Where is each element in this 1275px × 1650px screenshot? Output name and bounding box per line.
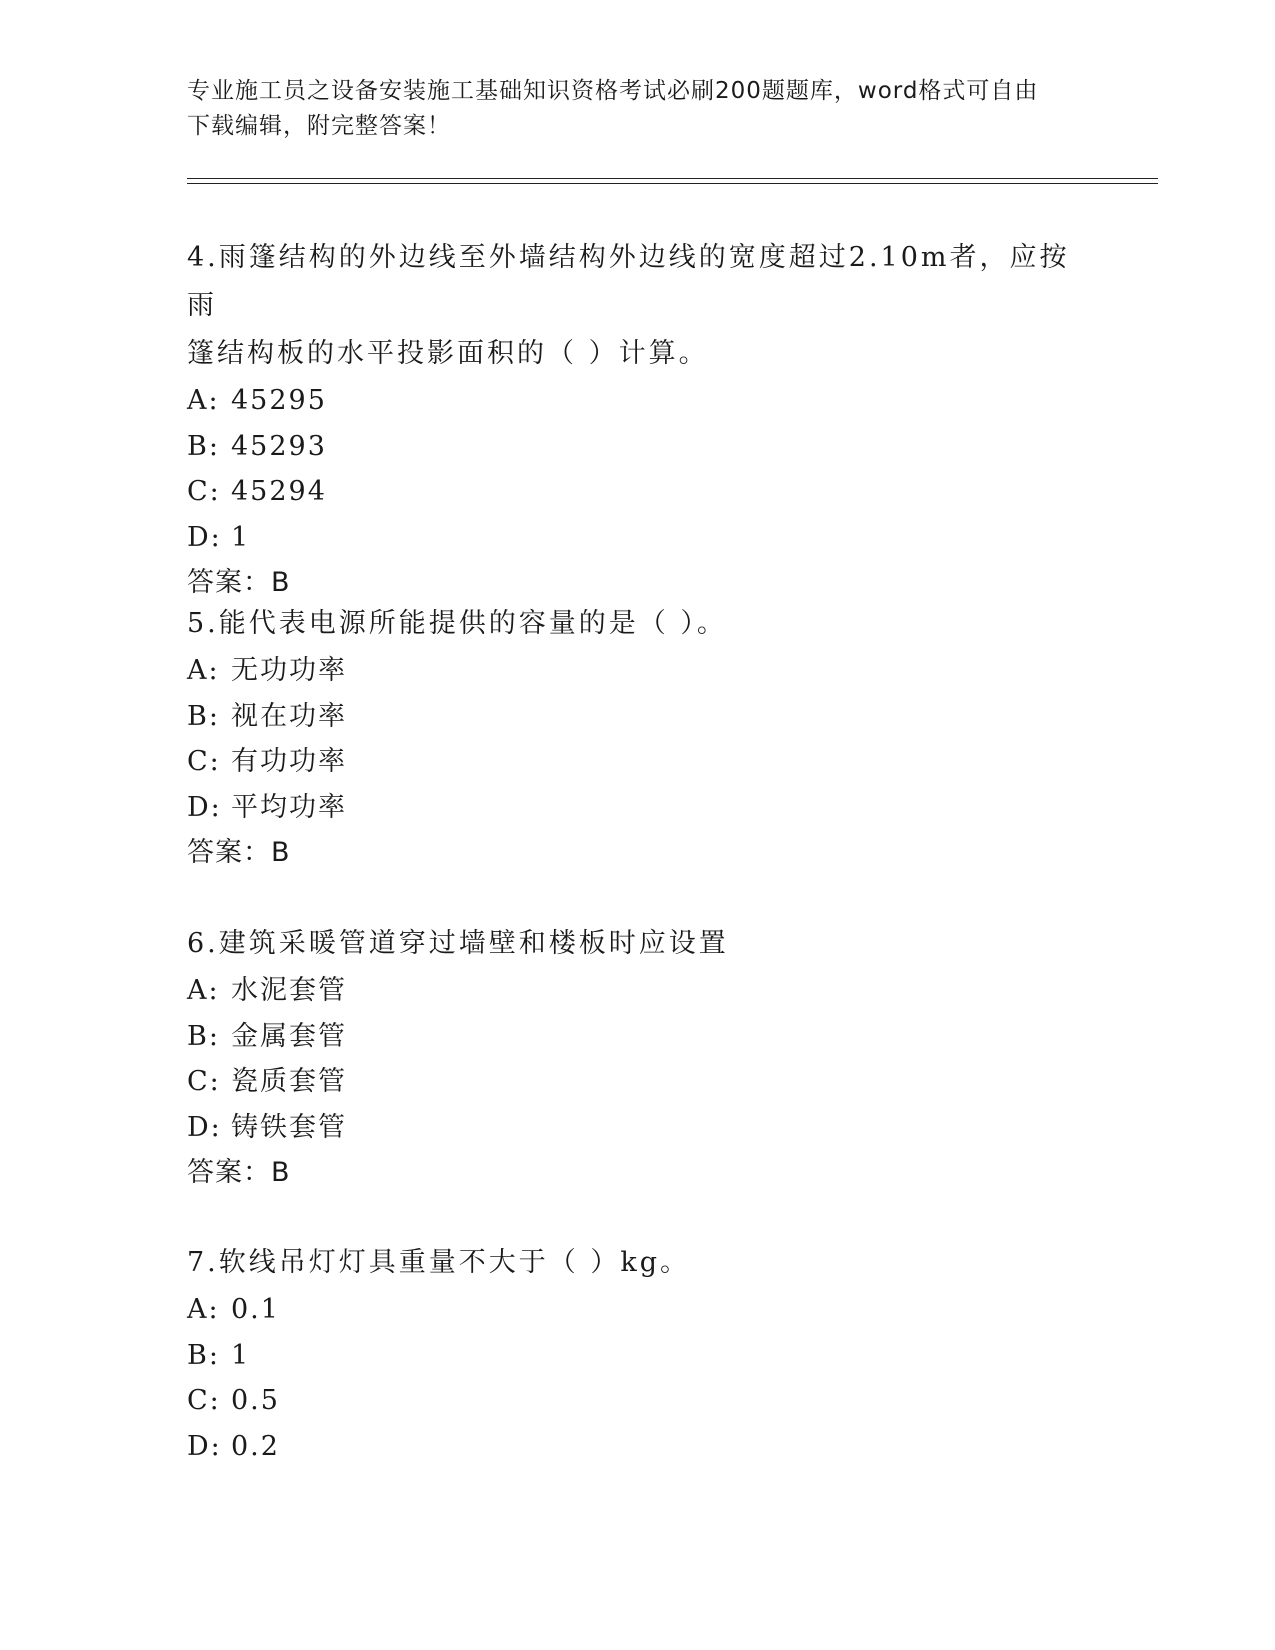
- option-key: C:: [187, 746, 221, 777]
- option-d: [187, 785, 1087, 831]
- option-key: C:: [187, 1385, 221, 1416]
- question-6: [187, 920, 1087, 1196]
- option-b: [187, 694, 1087, 740]
- question-7: [187, 1239, 1087, 1469]
- option-b: [187, 424, 1087, 470]
- question-stem-line: 篷结构板的水平投影面积的（ ）计算。: [187, 338, 709, 369]
- option-key: D:: [187, 1111, 222, 1143]
- option-key: A:: [187, 1294, 220, 1325]
- option-c: [187, 1378, 1087, 1424]
- option-key: C:: [187, 1066, 221, 1097]
- question-stem: [187, 600, 1087, 648]
- option-text: 0.2: [231, 1430, 280, 1462]
- option-text: 0.1: [231, 1294, 280, 1325]
- option-d: [187, 515, 1087, 561]
- option-text: 无功功率: [231, 655, 347, 686]
- question-stem: [187, 234, 1087, 378]
- option-key: A:: [187, 385, 220, 416]
- option-text: 45293: [231, 430, 327, 462]
- option-key: B:: [187, 1020, 220, 1052]
- option-b: [187, 1333, 1087, 1379]
- header-divider-top: [187, 178, 1158, 179]
- document-header: [187, 74, 1087, 144]
- option-text: 45295: [231, 385, 327, 416]
- option-key: B:: [187, 1339, 220, 1371]
- option-text: 铸铁套管: [231, 1111, 347, 1143]
- option-text: 金属套管: [231, 1020, 347, 1052]
- option-key: D:: [187, 1430, 222, 1462]
- option-text: 视在功率: [231, 700, 347, 732]
- answer-line: 答案：B: [187, 837, 291, 868]
- option-a: [187, 1287, 1087, 1333]
- option-d: [187, 1105, 1087, 1151]
- option-text: 有功功率: [231, 746, 347, 777]
- option-key: A:: [187, 655, 220, 686]
- option-a: [187, 378, 1087, 424]
- option-text: 1: [231, 1339, 251, 1371]
- option-a: [187, 648, 1087, 694]
- option-c: [187, 469, 1087, 515]
- option-key: B:: [187, 430, 220, 462]
- answer-line: 答案：B: [187, 1157, 291, 1188]
- option-text: 平均功率: [231, 791, 347, 823]
- option-text: 水泥套管: [231, 975, 347, 1006]
- header-line-1: 专业施工员之设备安装施工基础知识资格考试必刷200题题库，word格式可自由: [187, 78, 1039, 104]
- header-divider-bottom: [187, 183, 1158, 184]
- question-5: [187, 600, 1087, 876]
- option-a: [187, 968, 1087, 1014]
- question-4: [187, 234, 1087, 606]
- option-key: D:: [187, 791, 222, 823]
- answer-line: 答案：B: [187, 567, 291, 598]
- question-stem: [187, 920, 1087, 968]
- option-key: D:: [187, 521, 222, 553]
- option-key: B:: [187, 700, 220, 732]
- option-key: C:: [187, 476, 221, 507]
- question-stem: [187, 1239, 1087, 1287]
- option-key: A:: [187, 975, 220, 1006]
- option-text: 0.5: [231, 1385, 280, 1416]
- option-d: [187, 1424, 1087, 1470]
- question-stem-line: 4.雨篷结构的外边线至外墙结构外边线的宽度超过2.10m者，应按雨: [187, 242, 1070, 321]
- option-text: 1: [231, 521, 251, 553]
- option-c: [187, 739, 1087, 785]
- question-stem-line: 5.能代表电源所能提供的容量的是（ ）。: [187, 608, 727, 639]
- header-line-2: 下载编辑，附完整答案！: [187, 113, 451, 139]
- question-stem-line: 6.建筑采暖管道穿过墙壁和楼板时应设置: [187, 928, 729, 959]
- question-stem-line: 7.软线吊灯灯具重量不大于（ ）kg。: [187, 1247, 690, 1278]
- option-b: [187, 1014, 1087, 1060]
- option-text: 45294: [231, 476, 327, 507]
- option-c: [187, 1059, 1087, 1105]
- option-text: 瓷质套管: [231, 1066, 347, 1097]
